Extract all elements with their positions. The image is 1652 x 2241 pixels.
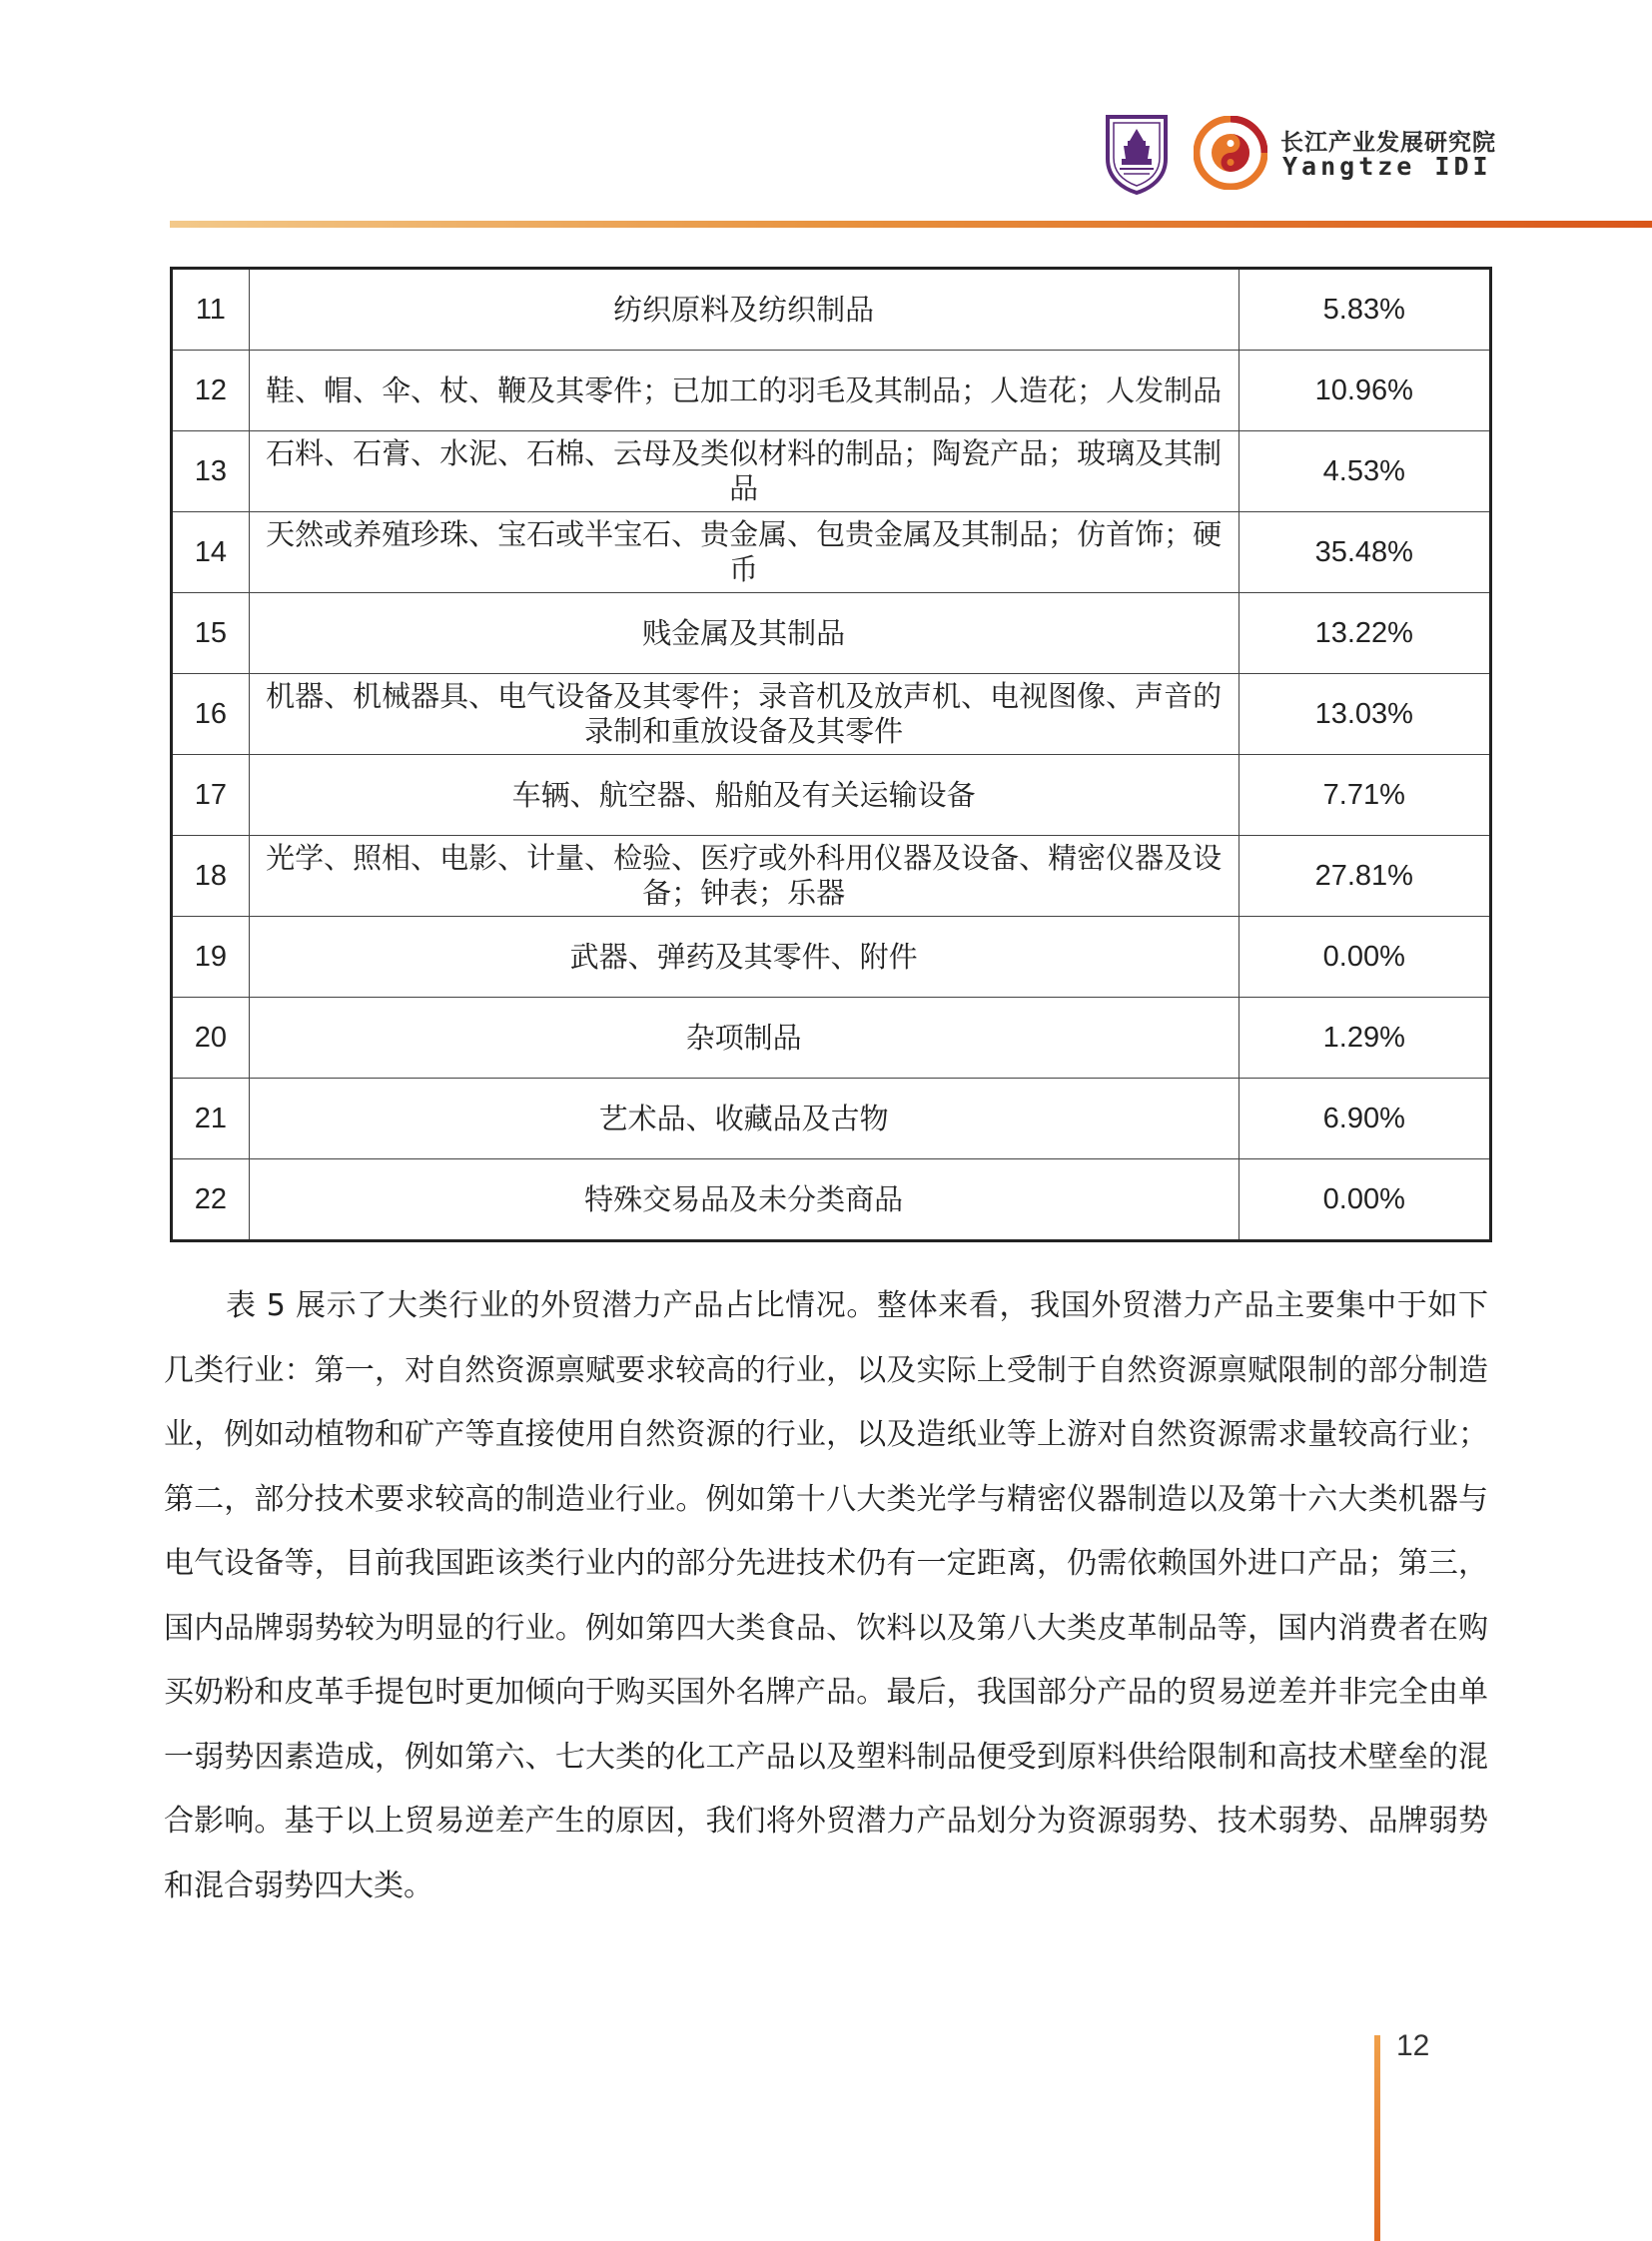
row-number: 16	[172, 674, 250, 755]
row-number: 19	[172, 917, 250, 998]
table-row	[172, 593, 1491, 674]
category-name: 天然或养殖珍珠、宝石或半宝石、贵金属、包贵金属及其制品；仿首饰；硬币	[249, 512, 1239, 593]
yangtze-idi-logo-icon	[1194, 116, 1267, 190]
page-number: 12	[1396, 2029, 1430, 2062]
table-row	[172, 431, 1491, 512]
product-share-table	[170, 267, 1492, 1242]
share-percent: 10.96%	[1239, 351, 1490, 431]
body-paragraph: 表 5 展示了大类行业的外贸潜力产品占比情况。整体来看，我国外贸潜力产品主要集中于如下几类行业：第一，对自然资源禀赋要求较高的行业，以及实际上受制于自然资源禀赋限制的部分制造业，例如动植物和矿产等直接使用自然资源的行业，以及造纸业等上游对自然资源需求量较高行业；第二，部分技术要求较高的制造业行业。例如第十八大类光学与精密仪器制造以及第十六大类机器与电气设备等，目前我国距该类行业内的部分先进技术仍有一定距离，仍需依赖国外进口产品；第三，国内品牌弱势较为明显的行业。例如第四大类食品、饮料以及第八大类皮革制品等，国内消费者在购买奶粉和皮革手提包时更加倾向于购买国外名牌产品。最后，我国部分产品的贸易逆差并非完全由单一弱势因素造成，例如第六、七大类的化工产品以及塑料制品便受到原料供给限制和高技术壁垒的混合影响。基于以上贸易逆差产生的原因，我们将外贸潜力产品划分为资源弱势、技术弱势、品牌弱势和混合弱势四大类。	[164, 1288, 1488, 1903]
category-name: 光学、照相、电影、计量、检验、医疗或外科用仪器及设备、精密仪器及设备；钟表；乐器	[249, 836, 1239, 917]
table-row	[172, 1159, 1491, 1241]
share-percent: 1.29%	[1239, 998, 1490, 1079]
share-percent: 0.00%	[1239, 917, 1490, 998]
brand-name-english: Yangtze IDI	[1282, 152, 1492, 181]
share-percent: 7.71%	[1239, 755, 1490, 836]
share-percent: 4.53%	[1239, 431, 1490, 512]
category-name: 艺术品、收藏品及古物	[249, 1079, 1239, 1159]
category-name: 杂项制品	[249, 998, 1239, 1079]
row-number: 20	[172, 998, 250, 1079]
row-number: 13	[172, 431, 250, 512]
share-percent: 0.00%	[1239, 1159, 1490, 1241]
brand-name-chinese: 长江产业发展研究院	[1280, 130, 1496, 156]
row-number: 14	[172, 512, 250, 593]
page-accent-bar	[1374, 2035, 1380, 2241]
share-percent: 13.22%	[1239, 593, 1490, 674]
table-row	[172, 836, 1491, 917]
category-name: 纺织原料及纺织制品	[249, 269, 1239, 351]
share-percent: 35.48%	[1239, 512, 1490, 593]
header-divider	[170, 221, 1652, 228]
table-body	[172, 269, 1491, 1241]
row-number: 15	[172, 593, 250, 674]
university-seal-icon	[1104, 113, 1170, 195]
category-name: 贱金属及其制品	[249, 593, 1239, 674]
table-row	[172, 917, 1491, 998]
table-row	[172, 1079, 1491, 1159]
category-name: 车辆、航空器、船舶及有关运输设备	[249, 755, 1239, 836]
row-number: 12	[172, 351, 250, 431]
table-row	[172, 351, 1491, 431]
category-name: 石料、石膏、水泥、石棉、云母及类似材料的制品；陶瓷产品；玻璃及其制品	[249, 431, 1239, 512]
row-number: 18	[172, 836, 250, 917]
share-percent: 13.03%	[1239, 674, 1490, 755]
row-number: 11	[172, 269, 250, 351]
table-row	[172, 755, 1491, 836]
category-name: 机器、机械器具、电气设备及其零件；录音机及放声机、电视图像、声音的录制和重放设备及其零件	[249, 674, 1239, 755]
table-row	[172, 998, 1491, 1079]
share-percent: 5.83%	[1239, 269, 1490, 351]
share-percent: 6.90%	[1239, 1079, 1490, 1159]
category-name: 武器、弹药及其零件、附件	[249, 917, 1239, 998]
table-row	[172, 674, 1491, 755]
row-number: 21	[172, 1079, 250, 1159]
row-number: 22	[172, 1159, 250, 1241]
row-number: 17	[172, 755, 250, 836]
category-name: 特殊交易品及未分类商品	[249, 1159, 1239, 1241]
share-percent: 27.81%	[1239, 836, 1490, 917]
table-row	[172, 512, 1491, 593]
category-name: 鞋、帽、伞、杖、鞭及其零件；已加工的羽毛及其制品；人造花；人发制品	[249, 351, 1239, 431]
table-row	[172, 269, 1491, 351]
page-header	[0, 0, 1652, 240]
